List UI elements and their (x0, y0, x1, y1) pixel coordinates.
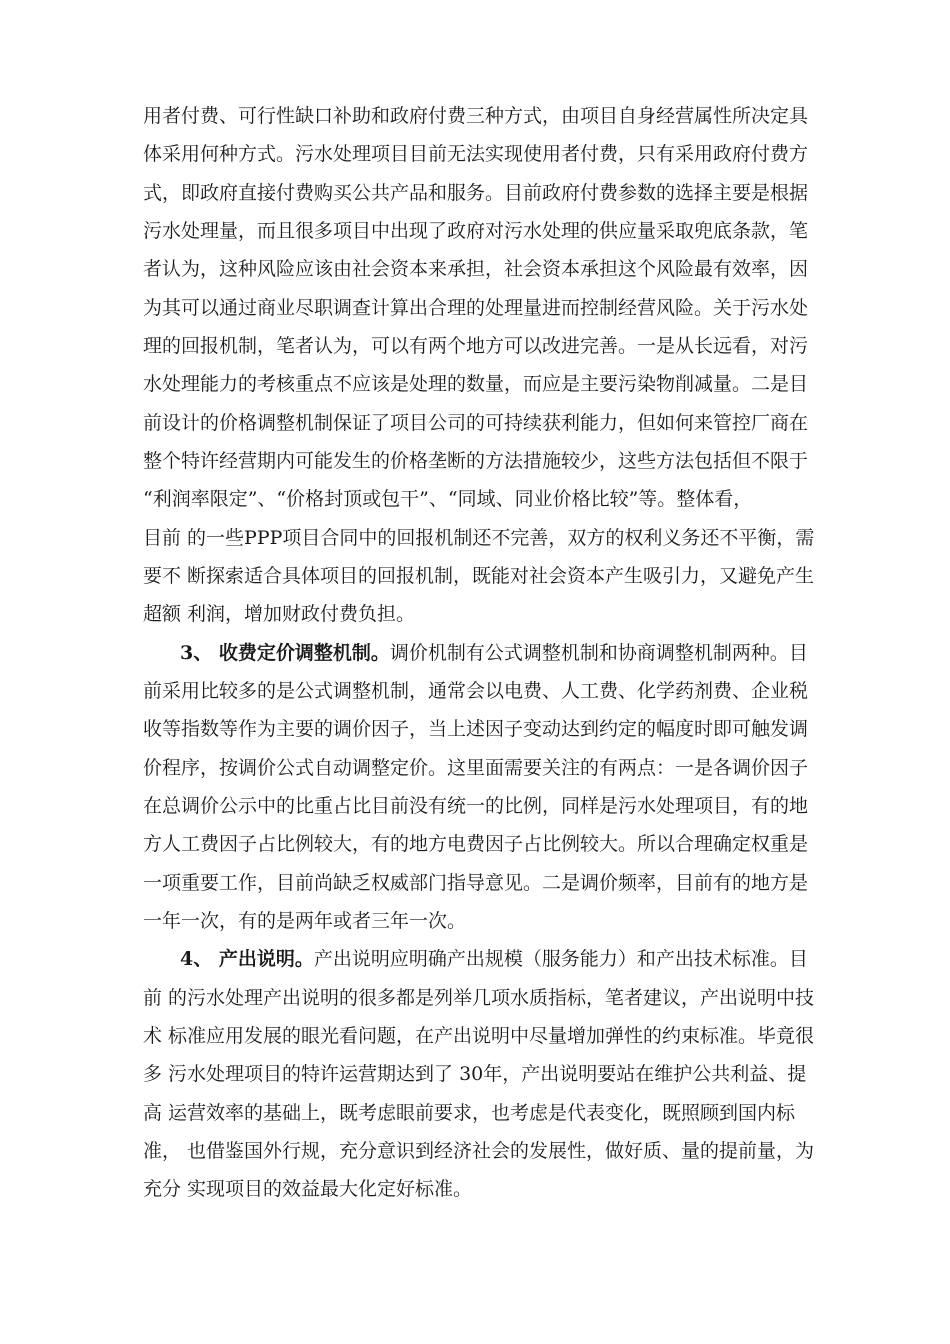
paragraph-line: 收等指数等作为主要的调价因子，当上述因子变动达到约定的幅度时即可触发调 (143, 718, 809, 740)
paragraph-line: 超额 利润，增加财政付费负担。 (143, 603, 416, 625)
paragraph-line: 者认为，这种风险应该由社会资本来承担，社会资本承担这个风险最有效率，因 (143, 258, 809, 280)
paragraph-line: 要不 断探索适合具体项目的回报机制，既能对社会资本产生吸引力，又避免产生 (143, 565, 815, 587)
paragraph-line: 式，即政府直接付费购买公共产品和服务。目前政府付费参数的选择主要是根据 (143, 182, 809, 204)
paragraph-line: 前采用比较多的是公式调整机制，通常会以电费、人工费、化学药剂费、企业税 (143, 680, 809, 702)
paragraph-line: 水处理能力的考核重点不应该是处理的数量，而应是主要污染物削减量。二是目 (143, 373, 809, 395)
paragraph-line: 术 标准应用发展的眼光看问题，在产出说明中尽量增加弹性的约束标准。毕竟很 (143, 1025, 815, 1047)
paragraph-line: 整个特许经营期内可能发生的价格垄断的方法措施较少，这些方法包括但不限于 (143, 450, 809, 472)
paragraph-line: 在总调价公示中的比重占比目前没有统一的比例，同样是污水处理项目，有的地 (143, 795, 809, 817)
paragraph-line: 一年一次，有的是两年或者三年一次。 (143, 910, 467, 932)
section-3-first-line (180, 641, 808, 665)
paragraph-line: 高 运营效率的基础上，既考虑眼前要求，也考虑是代表变化，既照顾到国内标 (143, 1102, 796, 1124)
section-3-heading: 3、 收费定价调整机制。 (180, 642, 390, 664)
paragraph-line: 为其可以通过商业尽职调查计算出合理的处理量进而控制经营风险。关于污水处 (143, 297, 809, 319)
section-4-first-line (180, 947, 808, 971)
paragraph-line: 一项重要工作，目前尚缺乏权威部门指导意见。二是调价频率，目前有的地方是 (143, 872, 809, 894)
section-3-first-line-text: 调价机制有公式调整机制和协商调整机制两种。目 (389, 642, 808, 664)
paragraph-line: 价程序，按调价公式自动调整定价。这里面需要关注的有两点：一是各调价因子 (143, 757, 809, 779)
paragraph-line: 前设计的价格调整机制保证了项目公司的可持续获利能力，但如何来管控厂商在 (143, 412, 809, 434)
paragraph-line: 目前 的一些PPP项目合同中的回报机制还不完善，双方的权利义务还不平衡，需 (143, 527, 815, 549)
paragraph-line: 污水处理量，而且很多项目中出现了政府对污水处理的供应量采取兜底条款，笔 (143, 220, 809, 242)
paragraph-line: 准， 也借鉴国外行规，充分意识到经济社会的发展性，做好质、量的提前量，为 (143, 1140, 815, 1162)
paragraph-line: 体采用何种方式。污水处理项目目前无法实现使用者付费，只有采用政府付费方 (143, 143, 809, 165)
section-4-heading: 4、 产出说明。 (180, 948, 314, 970)
paragraph-line: 理的回报机制，笔者认为，可以有两个地方可以改进完善。一是从长远看，对污 (143, 335, 809, 357)
paragraph-line: 多 污水处理项目的特许运营期达到了 30年，产出说明要站在维护公共利益、提 (143, 1063, 807, 1085)
paragraph-line: “利润率限定”、“价格封顶或包干”、“同域、同业价格比较”等。整体看， (143, 488, 753, 510)
paragraph-line: 方人工费因子占比例较大，有的地方电费因子占比例较大。所以合理确定权重是 (143, 833, 809, 855)
paragraph-line: 充分 实现项目的效益最大化定好标准。 (143, 1178, 473, 1200)
paragraph-line: 用者付费、可行性缺口补助和政府付费三种方式，由项目自身经营属性所决定具 (143, 105, 809, 127)
section-4-first-line-text: 产出说明应明确产出规模（服务能力）和产出技术标准。目 (313, 948, 808, 970)
paragraph-line: 前 的污水处理产出说明的很多都是列举几项水质指标，笔者建议，产出说明中技 (143, 987, 815, 1009)
